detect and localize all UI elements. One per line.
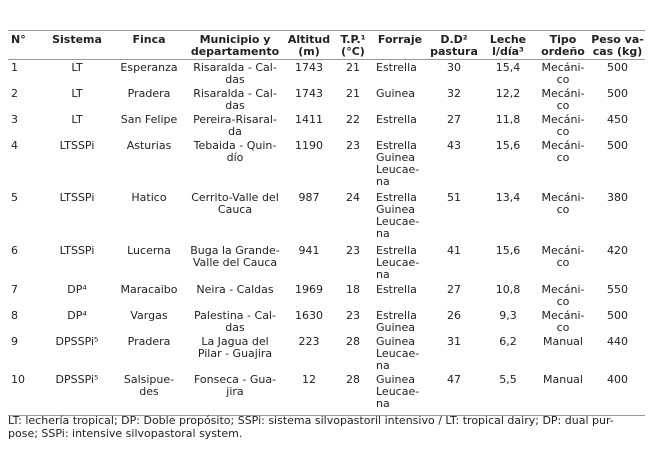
cell-text: Estrella — [376, 139, 417, 152]
cell-text: Neira - Caldas — [196, 283, 274, 296]
cell-text: 31 — [447, 335, 461, 348]
cell-forraje — [372, 112, 428, 138]
cell-altitud — [284, 334, 334, 372]
cell-text: co — [556, 321, 570, 334]
cell-text: 10 — [11, 373, 25, 386]
cell-text: 223 — [298, 335, 320, 348]
cell-number — [8, 282, 42, 308]
cell-number — [8, 334, 42, 372]
cell-tp — [334, 334, 372, 372]
cell-dd — [428, 138, 480, 190]
header-text: l/día³ — [492, 45, 524, 58]
header-tipo — [536, 31, 590, 60]
cell-text: Asturias — [126, 139, 172, 152]
cell-number — [8, 308, 42, 334]
cell-tipo — [536, 138, 590, 190]
cell-text: 12 — [302, 373, 316, 386]
cell-leche — [480, 308, 536, 334]
cell-leche — [480, 86, 536, 112]
cell-altitud — [284, 60, 334, 87]
cell-text: das — [225, 321, 245, 334]
header-tp — [334, 31, 372, 60]
cell-text: 5,5 — [499, 373, 517, 386]
cell-tipo — [536, 282, 590, 308]
cell-municipio — [186, 86, 284, 112]
cell-dd — [428, 282, 480, 308]
header-text: D.D² — [440, 33, 468, 46]
cell-text: Pradera — [127, 87, 171, 100]
cell-forraje — [372, 243, 428, 282]
cell-dd — [428, 308, 480, 334]
cell-forraje — [372, 372, 428, 415]
cell-text: co — [556, 125, 570, 138]
cell-text: Lucerna — [127, 244, 171, 257]
cell-sistema — [42, 86, 112, 112]
cell-text: Estrella — [376, 191, 417, 204]
cell-text: La Jagua del — [201, 335, 269, 348]
cell-text: 500 — [607, 61, 628, 74]
cell-text: Guinea — [376, 87, 416, 100]
cell-tp — [334, 282, 372, 308]
header-text: Peso va- — [591, 33, 644, 46]
cell-municipio — [186, 112, 284, 138]
cell-text: Guinea — [376, 321, 416, 334]
cell-text: Guinea — [376, 151, 416, 164]
cell-forraje — [372, 138, 428, 190]
header-sistema — [42, 31, 112, 60]
cell-text: 5 — [11, 191, 18, 204]
cell-text: 28 — [346, 373, 360, 386]
cell-number — [8, 138, 42, 190]
cell-municipio — [186, 282, 284, 308]
header-text: T.P.¹ — [340, 33, 366, 46]
cell-text: Hatico — [131, 191, 167, 204]
header-peso — [590, 31, 645, 60]
cell-text: 15,6 — [495, 139, 521, 152]
cell-text: co — [556, 256, 570, 269]
cell-text: Mecáni- — [541, 283, 585, 296]
cell-text: Estrella — [376, 309, 417, 322]
cell-sistema — [42, 138, 112, 190]
cell-altitud — [284, 243, 334, 282]
cell-leche — [480, 60, 536, 87]
cell-tipo — [536, 372, 590, 415]
cell-text: Cerrito-Valle del — [191, 191, 279, 204]
farm-table — [8, 30, 645, 416]
cell-text: 9,3 — [499, 309, 517, 322]
cell-peso — [590, 190, 645, 243]
cell-text: DPSSPi⁵ — [55, 373, 99, 386]
cell-text: Buga la Grande- — [190, 244, 280, 257]
header-finca — [112, 31, 186, 60]
cell-text: Risaralda - Cal- — [193, 87, 277, 100]
cell-finca — [112, 372, 186, 415]
cell-text: LTSSPi — [59, 139, 95, 152]
cell-text: 41 — [447, 244, 461, 257]
cell-number — [8, 243, 42, 282]
header-text: Forraje — [377, 33, 423, 46]
cell-text: co — [556, 151, 570, 164]
table-row — [8, 112, 645, 138]
cell-text: Palestina - Cal- — [194, 309, 276, 322]
cell-tipo — [536, 112, 590, 138]
cell-text: co — [556, 203, 570, 216]
cell-sistema — [42, 112, 112, 138]
cell-text: 43 — [447, 139, 461, 152]
cell-text: Mecáni- — [541, 113, 585, 126]
cell-tp — [334, 112, 372, 138]
cell-text: San Felipe — [120, 113, 178, 126]
header-forraje — [372, 31, 428, 60]
header-dd — [428, 31, 480, 60]
header-text: N° — [11, 33, 26, 46]
cell-text: 1630 — [295, 309, 323, 322]
cell-text: DP⁴ — [67, 283, 87, 296]
cell-municipio — [186, 243, 284, 282]
cell-text: LT — [71, 113, 83, 126]
cell-text: na — [376, 359, 390, 372]
cell-leche — [480, 112, 536, 138]
cell-leche — [480, 138, 536, 190]
cell-text: 7 — [11, 283, 18, 296]
header-altitud — [284, 31, 334, 60]
cell-number — [8, 86, 42, 112]
cell-peso — [590, 243, 645, 282]
cell-text: 18 — [346, 283, 360, 296]
cell-text: Mecáni- — [541, 139, 585, 152]
cell-text: co — [556, 73, 570, 86]
cell-text: Leucae- — [376, 215, 420, 228]
cell-tp — [334, 372, 372, 415]
cell-text: 15,6 — [495, 244, 521, 257]
cell-dd — [428, 190, 480, 243]
cell-text: 1411 — [295, 113, 323, 126]
cell-text: LT — [71, 87, 83, 100]
cell-text: Leucae- — [376, 163, 420, 176]
cell-text: 6 — [11, 244, 18, 257]
cell-text: Estrella — [376, 283, 417, 296]
cell-municipio — [186, 308, 284, 334]
cell-text: Mecáni- — [541, 191, 585, 204]
cell-text: 22 — [346, 113, 360, 126]
cell-tipo — [536, 334, 590, 372]
table-row — [8, 243, 645, 282]
header-row — [8, 31, 645, 60]
cell-altitud — [284, 190, 334, 243]
cell-tipo — [536, 86, 590, 112]
cell-peso — [590, 308, 645, 334]
header-text: Sistema — [52, 33, 102, 46]
cell-text: 47 — [447, 373, 461, 386]
cell-text: 1743 — [295, 87, 323, 100]
cell-tp — [334, 86, 372, 112]
cell-municipio — [186, 334, 284, 372]
cell-municipio — [186, 372, 284, 415]
cell-finca — [112, 86, 186, 112]
cell-text: 1190 — [295, 139, 323, 152]
cell-altitud — [284, 282, 334, 308]
cell-text: 27 — [447, 283, 461, 296]
cell-leche — [480, 190, 536, 243]
cell-forraje — [372, 282, 428, 308]
cell-tp — [334, 60, 372, 87]
header-text: Leche — [489, 33, 527, 46]
cell-text: Cauca — [217, 203, 253, 216]
cell-peso — [590, 60, 645, 87]
cell-text: 27 — [447, 113, 461, 126]
cell-number — [8, 190, 42, 243]
cell-text: Estrella — [376, 61, 417, 74]
header-number — [8, 31, 42, 60]
cell-sistema — [42, 190, 112, 243]
cell-text: 1743 — [295, 61, 323, 74]
cell-text: 400 — [607, 373, 628, 386]
header-text: (m) — [298, 45, 320, 58]
cell-text: 500 — [607, 87, 628, 100]
table-row — [8, 308, 645, 334]
cell-text: 23 — [346, 244, 360, 257]
cell-altitud — [284, 112, 334, 138]
cell-text: Valle del Cauca — [192, 256, 278, 269]
cell-text: 8 — [11, 309, 18, 322]
table-row — [8, 282, 645, 308]
cell-text: 11,8 — [495, 113, 521, 126]
cell-text: Pilar - Guajira — [197, 347, 273, 360]
cell-text: 23 — [346, 309, 360, 322]
cell-text: 987 — [298, 191, 320, 204]
cell-text: na — [376, 397, 390, 410]
cell-finca — [112, 112, 186, 138]
cell-text: 941 — [298, 244, 320, 257]
cell-dd — [428, 112, 480, 138]
header-text: ordeño — [541, 45, 585, 58]
cell-peso — [590, 334, 645, 372]
cell-number — [8, 60, 42, 87]
cell-text: jira — [226, 385, 244, 398]
header-text: Altitud — [287, 33, 331, 46]
cell-text: 3 — [11, 113, 18, 126]
cell-text: 1969 — [295, 283, 323, 296]
footnote-line: LT: lechería tropical; DP: Doble propósito; SSPi: sistema silvopastoril intensivo / LT: tropical dairy; DP: dual pur- — [8, 414, 614, 427]
cell-text: Risaralda - Cal- — [193, 61, 277, 74]
cell-text: Fonseca - Gua- — [193, 373, 277, 386]
cell-altitud — [284, 138, 334, 190]
cell-peso — [590, 138, 645, 190]
cell-text: 420 — [607, 244, 628, 257]
cell-text: Guinea — [376, 335, 416, 348]
header-text: Tipo — [549, 33, 577, 46]
cell-text: 13,4 — [495, 191, 521, 204]
cell-text: 28 — [346, 335, 360, 348]
cell-text: 500 — [607, 139, 628, 152]
cell-sistema — [42, 308, 112, 334]
cell-text: 21 — [346, 87, 360, 100]
cell-altitud — [284, 308, 334, 334]
cell-text: Vargas — [130, 309, 168, 322]
cell-tp — [334, 190, 372, 243]
header-text: Finca — [132, 33, 166, 46]
cell-text: Salsipue- — [123, 373, 175, 386]
cell-text: LTSSPi — [59, 244, 95, 257]
header-text: Municipio y — [199, 33, 271, 46]
cell-leche — [480, 282, 536, 308]
cell-leche — [480, 372, 536, 415]
cell-text: des — [139, 385, 159, 398]
table-row — [8, 138, 645, 190]
cell-text: 12,2 — [495, 87, 521, 100]
cell-text: 500 — [607, 309, 628, 322]
cell-text: 380 — [607, 191, 628, 204]
cell-text: na — [376, 175, 390, 188]
cell-text: da — [228, 125, 242, 138]
cell-dd — [428, 86, 480, 112]
cell-text: 1 — [11, 61, 18, 74]
cell-finca — [112, 138, 186, 190]
cell-text: Tebaida - Quin- — [193, 139, 277, 152]
cell-tipo — [536, 60, 590, 87]
cell-number — [8, 112, 42, 138]
cell-text: LT — [71, 61, 83, 74]
cell-leche — [480, 243, 536, 282]
cell-text: Guinea — [376, 203, 416, 216]
cell-finca — [112, 60, 186, 87]
table-row — [8, 190, 645, 243]
cell-text: 450 — [607, 113, 628, 126]
cell-text: Mecáni- — [541, 244, 585, 257]
header-text: pastura — [430, 45, 478, 58]
cell-text: DP⁴ — [67, 309, 87, 322]
cell-finca — [112, 334, 186, 372]
header-leche — [480, 31, 536, 60]
cell-text: Esperanza — [120, 61, 178, 74]
cell-peso — [590, 372, 645, 415]
cell-dd — [428, 60, 480, 87]
cell-sistema — [42, 334, 112, 372]
cell-text: 9 — [11, 335, 18, 348]
cell-sistema — [42, 282, 112, 308]
cell-text: 24 — [346, 191, 360, 204]
footnote-line: pose; SSPi: intensive silvopastoral system. — [8, 427, 243, 440]
cell-municipio — [186, 60, 284, 87]
cell-text: Manual — [543, 373, 583, 386]
header-text: departamento — [190, 45, 280, 58]
cell-dd — [428, 372, 480, 415]
cell-text: 51 — [447, 191, 461, 204]
cell-tp — [334, 138, 372, 190]
cell-text: Estrella — [376, 244, 417, 257]
cell-number — [8, 372, 42, 415]
table-body — [8, 60, 645, 416]
cell-forraje — [372, 308, 428, 334]
cell-text: LTSSPi — [59, 191, 95, 204]
cell-finca — [112, 308, 186, 334]
cell-text: Mecáni- — [541, 309, 585, 322]
cell-text: DPSSPi⁵ — [55, 335, 99, 348]
cell-text: Leucae- — [376, 256, 420, 269]
cell-text: Mecáni- — [541, 87, 585, 100]
cell-altitud — [284, 372, 334, 415]
cell-leche — [480, 334, 536, 372]
cell-altitud — [284, 86, 334, 112]
table-header — [8, 31, 645, 60]
cell-text: 440 — [607, 335, 628, 348]
table-row — [8, 372, 645, 415]
cell-dd — [428, 334, 480, 372]
cell-text: 550 — [607, 283, 628, 296]
cell-text: Estrella — [376, 113, 417, 126]
cell-peso — [590, 282, 645, 308]
cell-forraje — [372, 190, 428, 243]
cell-text: 2 — [11, 87, 18, 100]
cell-forraje — [372, 86, 428, 112]
cell-text: 15,4 — [495, 61, 521, 74]
data-table-container — [8, 30, 645, 416]
header-municipio — [186, 31, 284, 60]
cell-text: dío — [226, 151, 244, 164]
header-text: (°C) — [341, 45, 365, 58]
cell-text: 26 — [447, 309, 461, 322]
cell-text: 32 — [447, 87, 461, 100]
cell-text: Manual — [543, 335, 583, 348]
cell-forraje — [372, 334, 428, 372]
cell-text: na — [376, 268, 390, 281]
table-row — [8, 334, 645, 372]
cell-finca — [112, 190, 186, 243]
cell-peso — [590, 112, 645, 138]
cell-tipo — [536, 308, 590, 334]
cell-text: Pereira-Risaral- — [193, 113, 277, 126]
cell-tipo — [536, 243, 590, 282]
cell-text: Mecáni- — [541, 61, 585, 74]
cell-text: das — [225, 73, 245, 86]
cell-sistema — [42, 60, 112, 87]
cell-text: na — [376, 227, 390, 240]
cell-text: Guinea — [376, 373, 416, 386]
cell-text: das — [225, 99, 245, 112]
cell-text: 21 — [346, 61, 360, 74]
header-text: cas (kg) — [592, 45, 643, 58]
cell-text: 4 — [11, 139, 18, 152]
table-footnote — [8, 414, 648, 440]
cell-finca — [112, 243, 186, 282]
cell-dd — [428, 243, 480, 282]
cell-peso — [590, 86, 645, 112]
cell-text: Pradera — [127, 335, 171, 348]
cell-text: 23 — [346, 139, 360, 152]
table-row — [8, 60, 645, 87]
cell-municipio — [186, 138, 284, 190]
cell-text: 10,8 — [495, 283, 521, 296]
cell-tp — [334, 308, 372, 334]
cell-sistema — [42, 372, 112, 415]
cell-text: co — [556, 99, 570, 112]
cell-tp — [334, 243, 372, 282]
cell-tipo — [536, 190, 590, 243]
cell-text: co — [556, 295, 570, 308]
cell-sistema — [42, 243, 112, 282]
cell-text: Leucae- — [376, 347, 420, 360]
cell-finca — [112, 282, 186, 308]
cell-text: 30 — [447, 61, 461, 74]
cell-text: Leucae- — [376, 385, 420, 398]
cell-text: 6,2 — [499, 335, 517, 348]
table-row — [8, 86, 645, 112]
cell-forraje — [372, 60, 428, 87]
cell-municipio — [186, 190, 284, 243]
cell-text: Maracaibo — [120, 283, 178, 296]
